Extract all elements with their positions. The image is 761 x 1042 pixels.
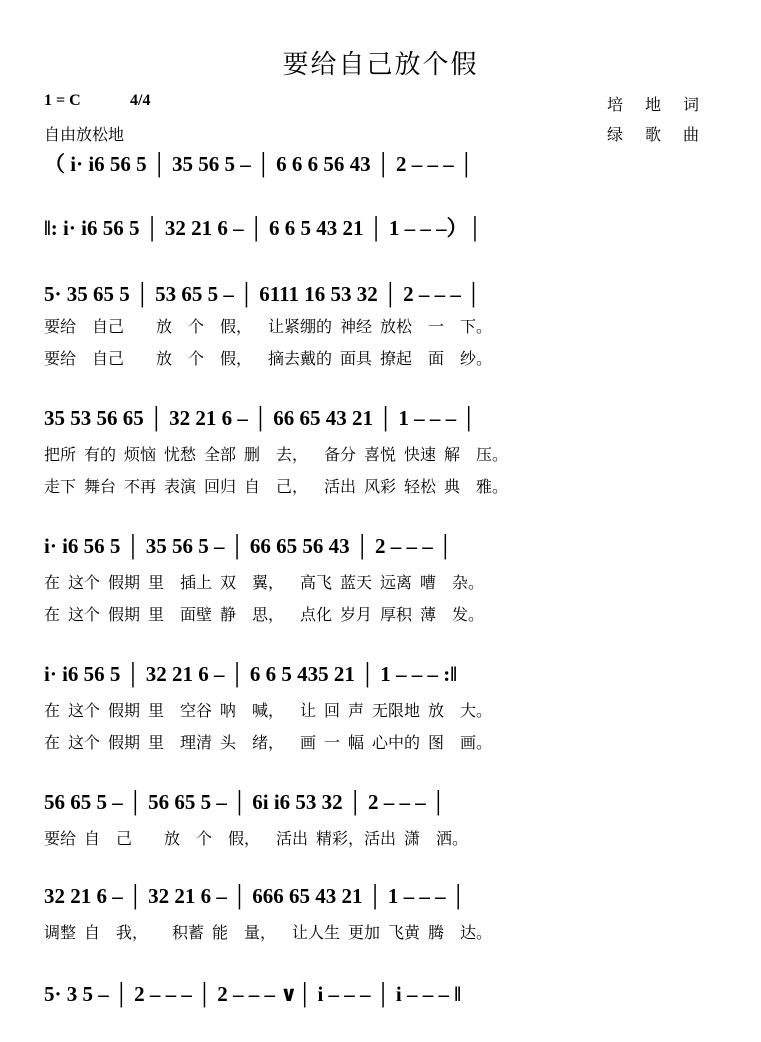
lyric-line: 要给 自 己 放 个 假， 活出 精彩，活出 潇 洒。 <box>44 831 469 848</box>
score-row <box>0 206 761 250</box>
notation-line <box>0 780 761 824</box>
lyric-line: 在 这个 假期 里 面壁 静 思， 点化 岁月 厚积 薄 发。 <box>44 607 485 624</box>
notation-line <box>0 652 761 696</box>
notation-line <box>0 524 761 568</box>
score-row <box>0 142 761 186</box>
key-signature: 1 = C <box>44 92 81 109</box>
time-signature: 4/4 <box>130 92 151 109</box>
lyric-line: 在 这个 假期 里 空谷 呐 喊， 让 回 声 无限地 放 大。 <box>44 703 493 720</box>
lyric-line: 把所 有的 烦恼 忧愁 全部 删 去， 备分 喜悦 快速 解 压。 <box>44 447 509 464</box>
lyric-line: 要给 自己 放 个 假， 让紧绷的 神经 放松 一 下。 <box>44 319 493 336</box>
score-row <box>0 524 761 568</box>
lyric-line: 要给 自己 放 个 假， 摘去戴的 面具 撩起 面 纱。 <box>44 351 493 368</box>
lyricist-credit: 培地词 <box>606 97 721 114</box>
composer-credit: 绿歌曲 <box>606 127 721 144</box>
score-row <box>0 780 761 824</box>
score-row <box>0 396 761 440</box>
notation-line <box>0 396 761 440</box>
notation-line <box>0 972 761 1016</box>
notation-text: i· i6 56 5 │ 35 56 5 – │ 66 65 56 43 │ 2 – – – │ <box>44 534 453 558</box>
notation-text: 5· 35 65 5 │ 53 65 5 – │ 6111 16 53 32 │ 2 – – – │ <box>44 282 481 306</box>
score-row <box>0 652 761 696</box>
lyric-line: 调整 自 我， 积蓄 能 量， 让人生 更加 飞黄 腾 达。 <box>44 925 493 942</box>
score-row <box>0 272 761 316</box>
notation-text: 56 65 5 – │ 56 65 5 – │ 6i i6 53 32 │ 2 – – – │ <box>44 790 446 814</box>
notation-text: ‖: i· i6 56 5 │ 32 21 6 – │ 6 6 5 43 21 │ 1 – – –）│ <box>44 216 483 240</box>
song-title: 要给自己放个假 <box>282 50 479 79</box>
notation-text: 32 21 6 – │ 32 21 6 – │ 666 65 43 21 │ 1 – – – │ <box>44 884 466 908</box>
score-row <box>0 972 761 1016</box>
notation-line <box>0 142 761 186</box>
notation-line <box>0 874 761 918</box>
lyric-line: 在 这个 假期 里 插上 双 翼， 高飞 蓝天 远离 嘈 杂。 <box>44 575 485 592</box>
notation-text: 5· 3 5 – │ 2 – – – │ 2 – – – ∨│ i – – – │ i – – – ‖ <box>44 982 462 1006</box>
notation-text: i· i6 56 5 │ 32 21 6 – │ 6 6 5 435 21 │ 1 – – – :‖ <box>44 662 458 686</box>
notation-text: 35 53 56 65 │ 32 21 6 – │ 66 65 43 21 │ 1 – – – │ <box>44 406 477 430</box>
score-row <box>0 874 761 918</box>
notation-line <box>0 272 761 316</box>
lyric-line: 在 这个 假期 里 理清 头 绪， 画 一 幅 心中的 图 画。 <box>44 735 493 752</box>
notation-text: （ i· i6 56 5 │ 35 56 5 – │ 6 6 6 56 43 │ 2 – – – │ <box>44 152 474 176</box>
lyric-line: 走下 舞台 不再 表演 回归 自 己， 活出 风彩 轻松 典 雅。 <box>44 479 509 496</box>
tempo-marking: 自由放松地 <box>44 127 125 144</box>
notation-line <box>0 206 761 250</box>
